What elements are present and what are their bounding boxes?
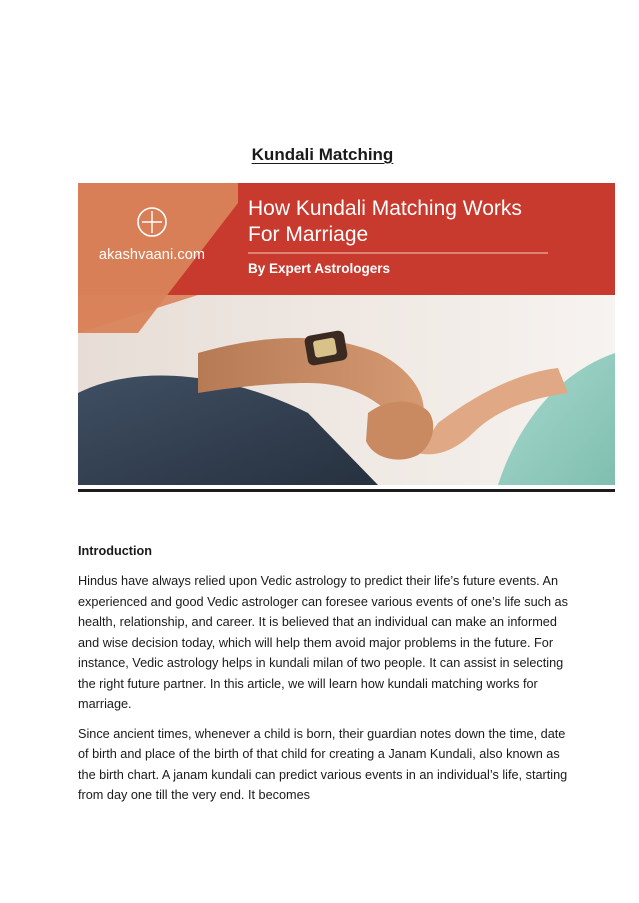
banner-byline: By Expert Astrologers [248,261,391,276]
paragraph: Since ancient times, whenever a child is born, their guardian notes down the time, date of birth and place of the birth of that child for creating a Janam Kundali, also known as the birth chart. A janam kundali can predict various events in an individual’s life, starting from day one till the very end. It becomes [78,726,568,802]
page-title: Kundali Matching [251,145,394,164]
article-body [78,542,568,815]
banner-divider [78,489,615,492]
logo-text: akashvaani.com [98,247,206,263]
banner-headline: How Kundali Matching Works For Marriage [248,197,522,246]
section-heading: Introduction [78,544,152,558]
paragraph: Hindus have always relied upon Vedic astrology to predict their life’s future events. An experienced and good Vedic astrologer can foresee various events of one’s life such as health, relationship, and career. It is believed that an individual can make an informed and wise decision today, which will help them avoid major problems in the future. For instance, Vedic astrology helps in kundali milan of two people. It can assist in selecting the right future partner. In this article, we will learn how kundali matching works for marriage. [78,574,568,711]
banner-image [78,183,615,485]
